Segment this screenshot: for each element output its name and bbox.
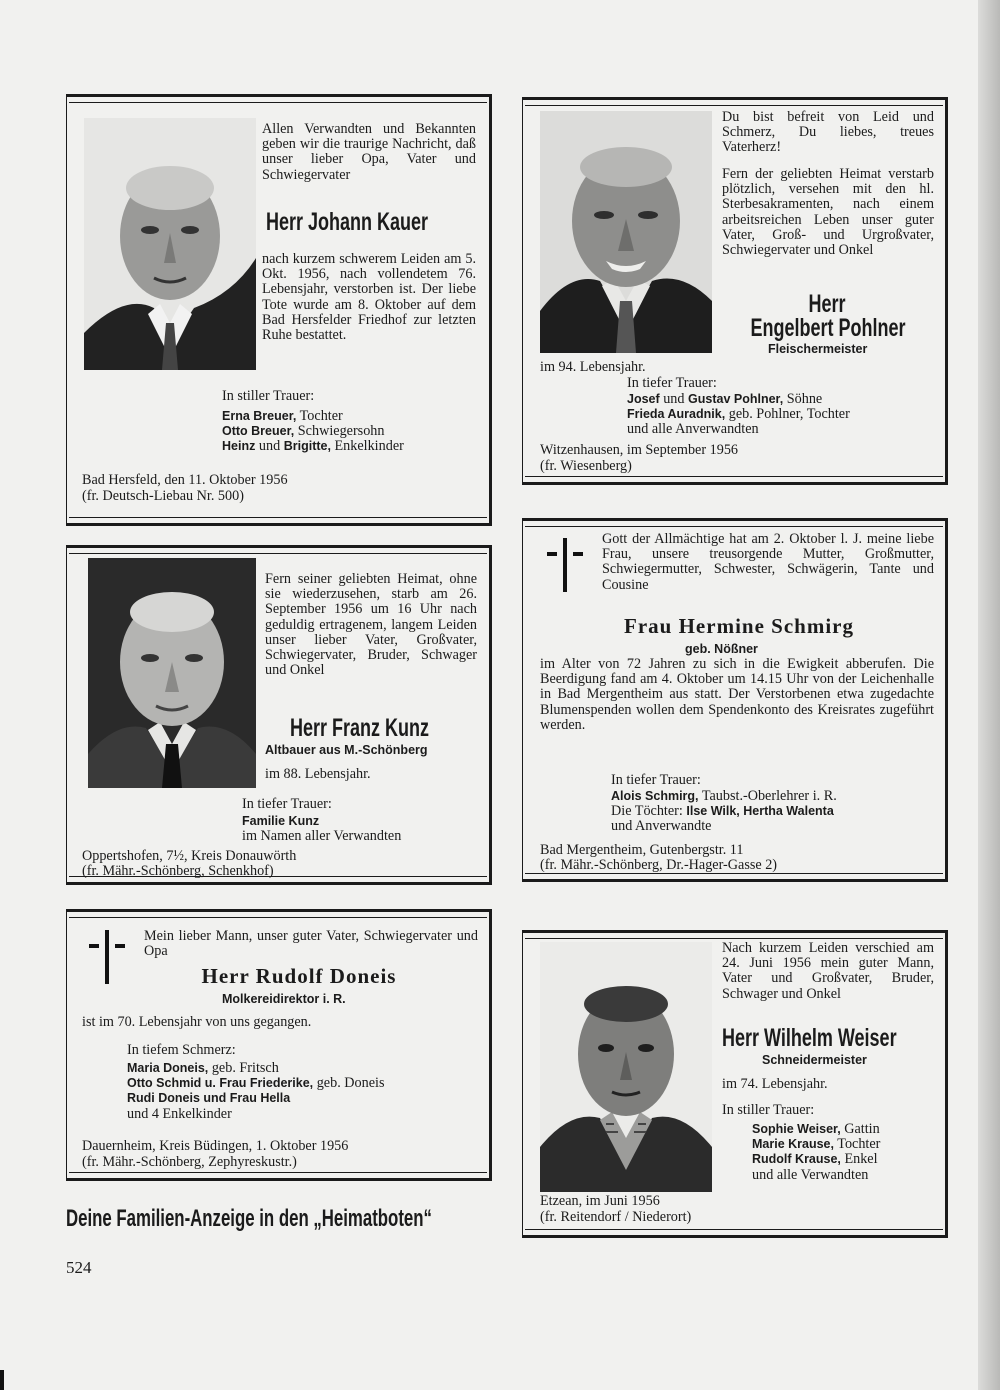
weiser-relatives: Sophie Weiser, Gattin Marie Krause, Tochter Rudolf Krause, Enkel und alle Verwandten (752, 1121, 881, 1183)
weiser-origin: (fr. Reitendorf / Niederort) (540, 1209, 692, 1225)
kauer-body: nach kurzem schwerem Leiden am 5. Okt. 1956, nach vollendetem 76. Lebensjahr, verstorben ist. Der liebe Tote wurde am 8. Oktober auf dem Bad Hersfelder Friedhof zur letzten Ruhe bestattet. (262, 251, 476, 344)
weiser-age: im 74. Lebensjahr. (722, 1076, 828, 1092)
schmirg-relative-name: Alois Schmirg, (611, 789, 699, 803)
schmirg-relatives: Alois Schmirg, Taubst.-Oberlehrer i. R. Die Töchter: Ilse Wilk, Hertha Walenta und Anverwandte (611, 788, 837, 835)
weiser-intro: Nach kurzem Leiden verschied am 24. Juni 1956 mein guter Mann, Vater und Großvater, Bruder, Schwager und Onkel (722, 940, 934, 1002)
schmirg-name: Frau Hermine Schmirg (624, 614, 854, 638)
weiser-relative-name: Rudolf Krause, (752, 1152, 841, 1167)
weiser-name: Herr Wilhelm Weiser (722, 1024, 897, 1052)
doneis-name: Herr Rudolf Doneis (201, 964, 397, 988)
kunz-family: Familie Kunz (242, 814, 320, 828)
schmirg-mourning: In tiefer Trauer: (611, 772, 701, 788)
kauer-relative-name: Erna Breuer, (222, 409, 297, 423)
doneis-mourning: In tiefem Schmerz: (127, 1042, 236, 1058)
doneis-relative-name: Maria Doneis, (127, 1061, 209, 1075)
schmirg-maiden-name: geb. Nößner (685, 642, 758, 656)
kauer-place-date: Bad Hersfeld, den 11. Oktober 1956 (82, 472, 288, 488)
schmirg-origin: (fr. Mähr.-Schönberg, Dr.-Hager-Gasse 2) (540, 857, 778, 873)
portrait-photo-kunz (88, 558, 256, 788)
page-edge-shadow (978, 0, 1000, 1390)
kunz-age: im 88. Lebensjahr. (265, 766, 371, 782)
page-number: 524 (66, 1258, 92, 1277)
kunz-intro: Fern seiner geliebten Heimat, ohne sie wiederzusehen, starb am 26. September 1956 um 16 Uhr nach geduldig ertragenem, langem Leiden unser lieber Vater, Großvater, Schwiegervater, Bruder, Schwager und Onkel (265, 571, 477, 679)
pohlner-relative-name: Frieda Auradnik, (627, 407, 726, 422)
doneis-relative-name: Rudi Doneis und Frau Hella (127, 1091, 291, 1106)
schmirg-place-date: Bad Mergentheim, Gutenbergstr. 11 (540, 842, 744, 858)
pohlner-origin: (fr. Wiesenberg) (540, 458, 632, 474)
kunz-name: Herr Franz Kunz (290, 714, 430, 742)
kunz-profession: Altbauer aus M.-Schönberg (265, 743, 428, 757)
doneis-origin: (fr. Mähr.-Schönberg, Zephyreskustr.) (82, 1154, 297, 1170)
kauer-mourning: In stiller Trauer: (222, 388, 315, 404)
kauer-origin: (fr. Deutsch-Liebau Nr. 500) (82, 488, 244, 504)
schmirg-body: im Alter von 72 Jahren zu sich in die Ewigkeit abberufen. Die Beerdigung fand am 4. Oktober um 14.15 Uhr von der Leichenhalle in Bad Mergentheim aus statt. Der Verstorbenen etwa zugedachte Blumenspenden wollen dem Spendenkonto des Kreisrates zugeführt werden. (540, 656, 934, 733)
doneis-place-date: Dauernheim, Kreis Büdingen, 1. Oktober 1956 (82, 1138, 349, 1154)
pohlner-name: Engelbert Pohlner (750, 314, 906, 342)
weiser-mourning: In stiller Trauer: (722, 1102, 815, 1118)
margin-mark (0, 1370, 4, 1390)
weiser-place-date: Etzean, im Juni 1956 (540, 1193, 660, 1209)
kauer-relative-name: Heinz (222, 439, 256, 454)
cross-icon (547, 538, 583, 592)
kauer-intro: Allen Verwandten und Bekannten geben wir die traurige Nachricht, daß unser lieber Opa, Vater und Schwiegervater (262, 121, 476, 183)
schmirg-relative-name: Ilse Wilk, Hertha Walenta (686, 804, 834, 819)
pohlner-mourning: In tiefer Trauer: (627, 375, 717, 391)
kunz-relatives: im Namen aller Verwandten (242, 828, 402, 844)
weiser-relative-name: Marie Krause, (752, 1137, 834, 1152)
cross-icon (89, 930, 125, 984)
kauer-relatives: Erna Breuer, Tochter Otto Breuer, Schwiegersohn Heinz und Brigitte, Enkelkinder (222, 408, 404, 455)
kunz-origin: (fr. Mähr.-Schönberg, Schenkhof) (82, 863, 274, 879)
portrait-photo-pohlner (540, 111, 712, 353)
family-ad-slogan: Deine Familien-Anzeige in den „Heimatboten“ (66, 1205, 432, 1232)
doneis-relative-name: Otto Schmid u. Frau Friederike, (127, 1076, 314, 1091)
schmirg-intro: Gott der Allmächtige hat am 2. Oktober l. J. meine liebe Frau, unsere treusorgende Mutter, Großmutter, Schwiegermutter, Schwester, Schwägerin, Tante und Cousine (602, 531, 934, 593)
pohlner-relative-name: Josef (627, 392, 660, 406)
portrait-photo-weiser (540, 942, 712, 1192)
pohlner-intro-verse: Du bist befreit von Leid und Schmerz, Du liebes, treues Vaterherz! (722, 109, 934, 156)
kauer-name: Herr Johann Kauer (266, 208, 429, 236)
pohlner-intro: Fern der geliebten Heimat verstarb plötzlich, versehen mit den hl. Sterbesakramenten, nach einem arbeitsreichen Leben unser guter Vater, Groß- und Urgroßvater, Schwiegervater und Onkel (722, 166, 934, 259)
pohlner-age: im 94. Lebensjahr. (540, 359, 646, 375)
kunz-mourning: In tiefer Trauer: (242, 796, 332, 812)
kauer-relative-name: Otto Breuer, (222, 424, 295, 439)
pohlner-herr: Herr (808, 290, 846, 318)
doneis-intro: Mein lieber Mann, unser guter Vater, Schwiegervater und Opa (144, 928, 478, 960)
pohlner-profession: Fleischermeister (768, 342, 868, 356)
weiser-profession: Schneidermeister (762, 1053, 867, 1067)
pohlner-relatives: Josef und Gustav Pohlner, Söhne Frieda Auradnik, geb. Pohlner, Tochter und alle Anverwandten (627, 391, 850, 438)
weiser-relative-name: Sophie Weiser, (752, 1122, 841, 1136)
doneis-body: ist im 70. Lebensjahr von uns gegangen. (82, 1014, 312, 1030)
portrait-photo-kauer (84, 118, 256, 370)
doneis-relatives: Maria Doneis, geb. Fritsch Otto Schmid u. Frau Friederike, geb. Doneis Rudi Doneis und Frau Hella und 4 Enkelkinder (127, 1060, 385, 1122)
pohlner-place-date: Witzenhausen, im September 1956 (540, 442, 739, 458)
doneis-profession: Molkereidirektor i. R. (222, 992, 346, 1006)
kunz-place-date: Oppertshofen, 7½, Kreis Donauwörth (82, 848, 297, 864)
